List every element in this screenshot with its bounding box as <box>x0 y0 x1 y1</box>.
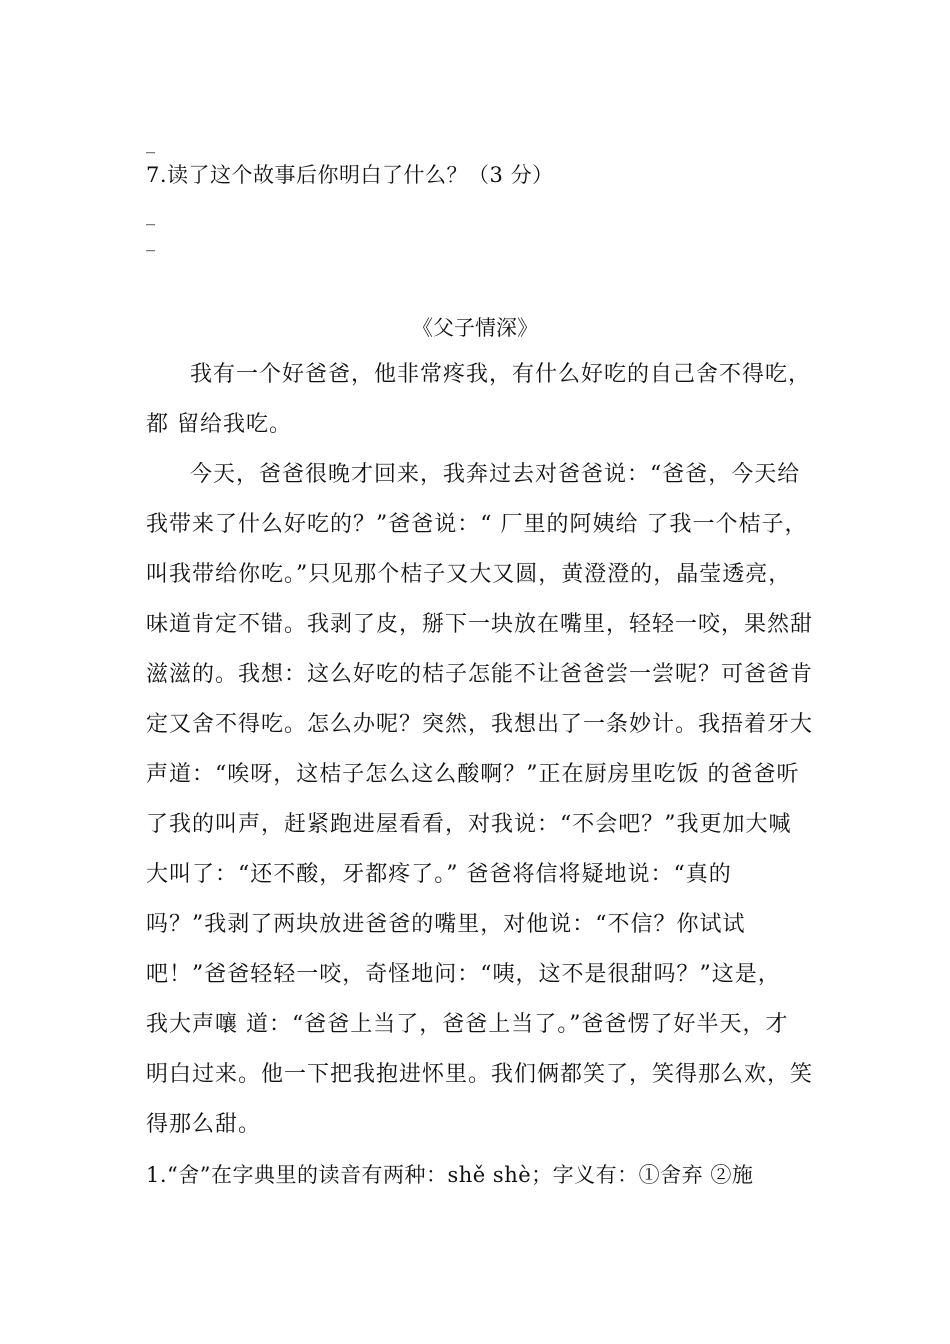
question-1: 1.“舍”在字典里的读音有两种：shě shè；字义有：①舍弃 ②施 <box>146 1163 754 1187</box>
story-line: 我大声嚷 道：“爸爸上当了，爸爸上当了。”爸爸愣了好半天，才 <box>146 1012 789 1037</box>
story-line: 了我的叫声，赶紧跑进屋看看，对我说：“不会吧？”我更加大喊 <box>146 812 792 837</box>
story-line: 得那么甜。 <box>146 1112 262 1137</box>
story-line: 定又舍不得吃。怎么办呢？突然，我想出了一条妙计。我捂着牙大 <box>146 712 814 737</box>
story-line: 我有一个好爸爸，他非常疼我，有什么好吃的自己舍不得吃， <box>190 362 812 387</box>
story-line: 吗？”我剥了两块放进爸爸的嘴里，对他说：“不信？你试试 <box>146 912 746 937</box>
answer-blank-line: _ <box>146 205 155 226</box>
story-line: 我带来了什么好吃的？”爸爸说：“ 厂里的阿姨给 了我一个桔子， <box>146 512 808 537</box>
story-line: 明白过来。他一下把我抱进怀里。我们俩都笑了，笑得那么欢，笑 <box>146 1062 814 1087</box>
story-title: 《父子情深》 <box>412 316 538 340</box>
story-line: 都 留给我吃。 <box>146 412 292 437</box>
story-line: 味道肯定不错。我剥了皮，掰下一块放在嘴里，轻轻一咬，果然甜 <box>146 612 814 637</box>
story-line: 今天，爸爸很晚才回来，我奔过去对爸爸说：“爸爸，今天给 <box>190 462 801 487</box>
story-line: 大叫了：“还不酸，牙都疼了。” 爸爸将信将疑地说：“真的 <box>146 862 732 887</box>
story-line: 吧！”爸爸轻轻一咬，奇怪地问：“咦，这不是很甜吗？”这是， <box>146 962 781 987</box>
answer-blank-line: _ <box>146 231 155 252</box>
answer-blank-line: _ <box>146 133 155 154</box>
story-line: 声道：“唉呀，这桔子怎么这么酸啊？”正在厨房里吃饭 的爸爸听 <box>146 762 800 787</box>
question-7: 7.读了这个故事后你明白了什么？（3 分） <box>146 163 554 187</box>
story-line: 叫我带给你吃。”只见那个桔子又大又圆，黄澄澄的，晶莹透亮， <box>146 562 792 587</box>
story-line: 滋滋的。我想：这么好吃的桔子怎能不让爸爸尝一尝呢？可爸爸肯 <box>146 662 814 687</box>
